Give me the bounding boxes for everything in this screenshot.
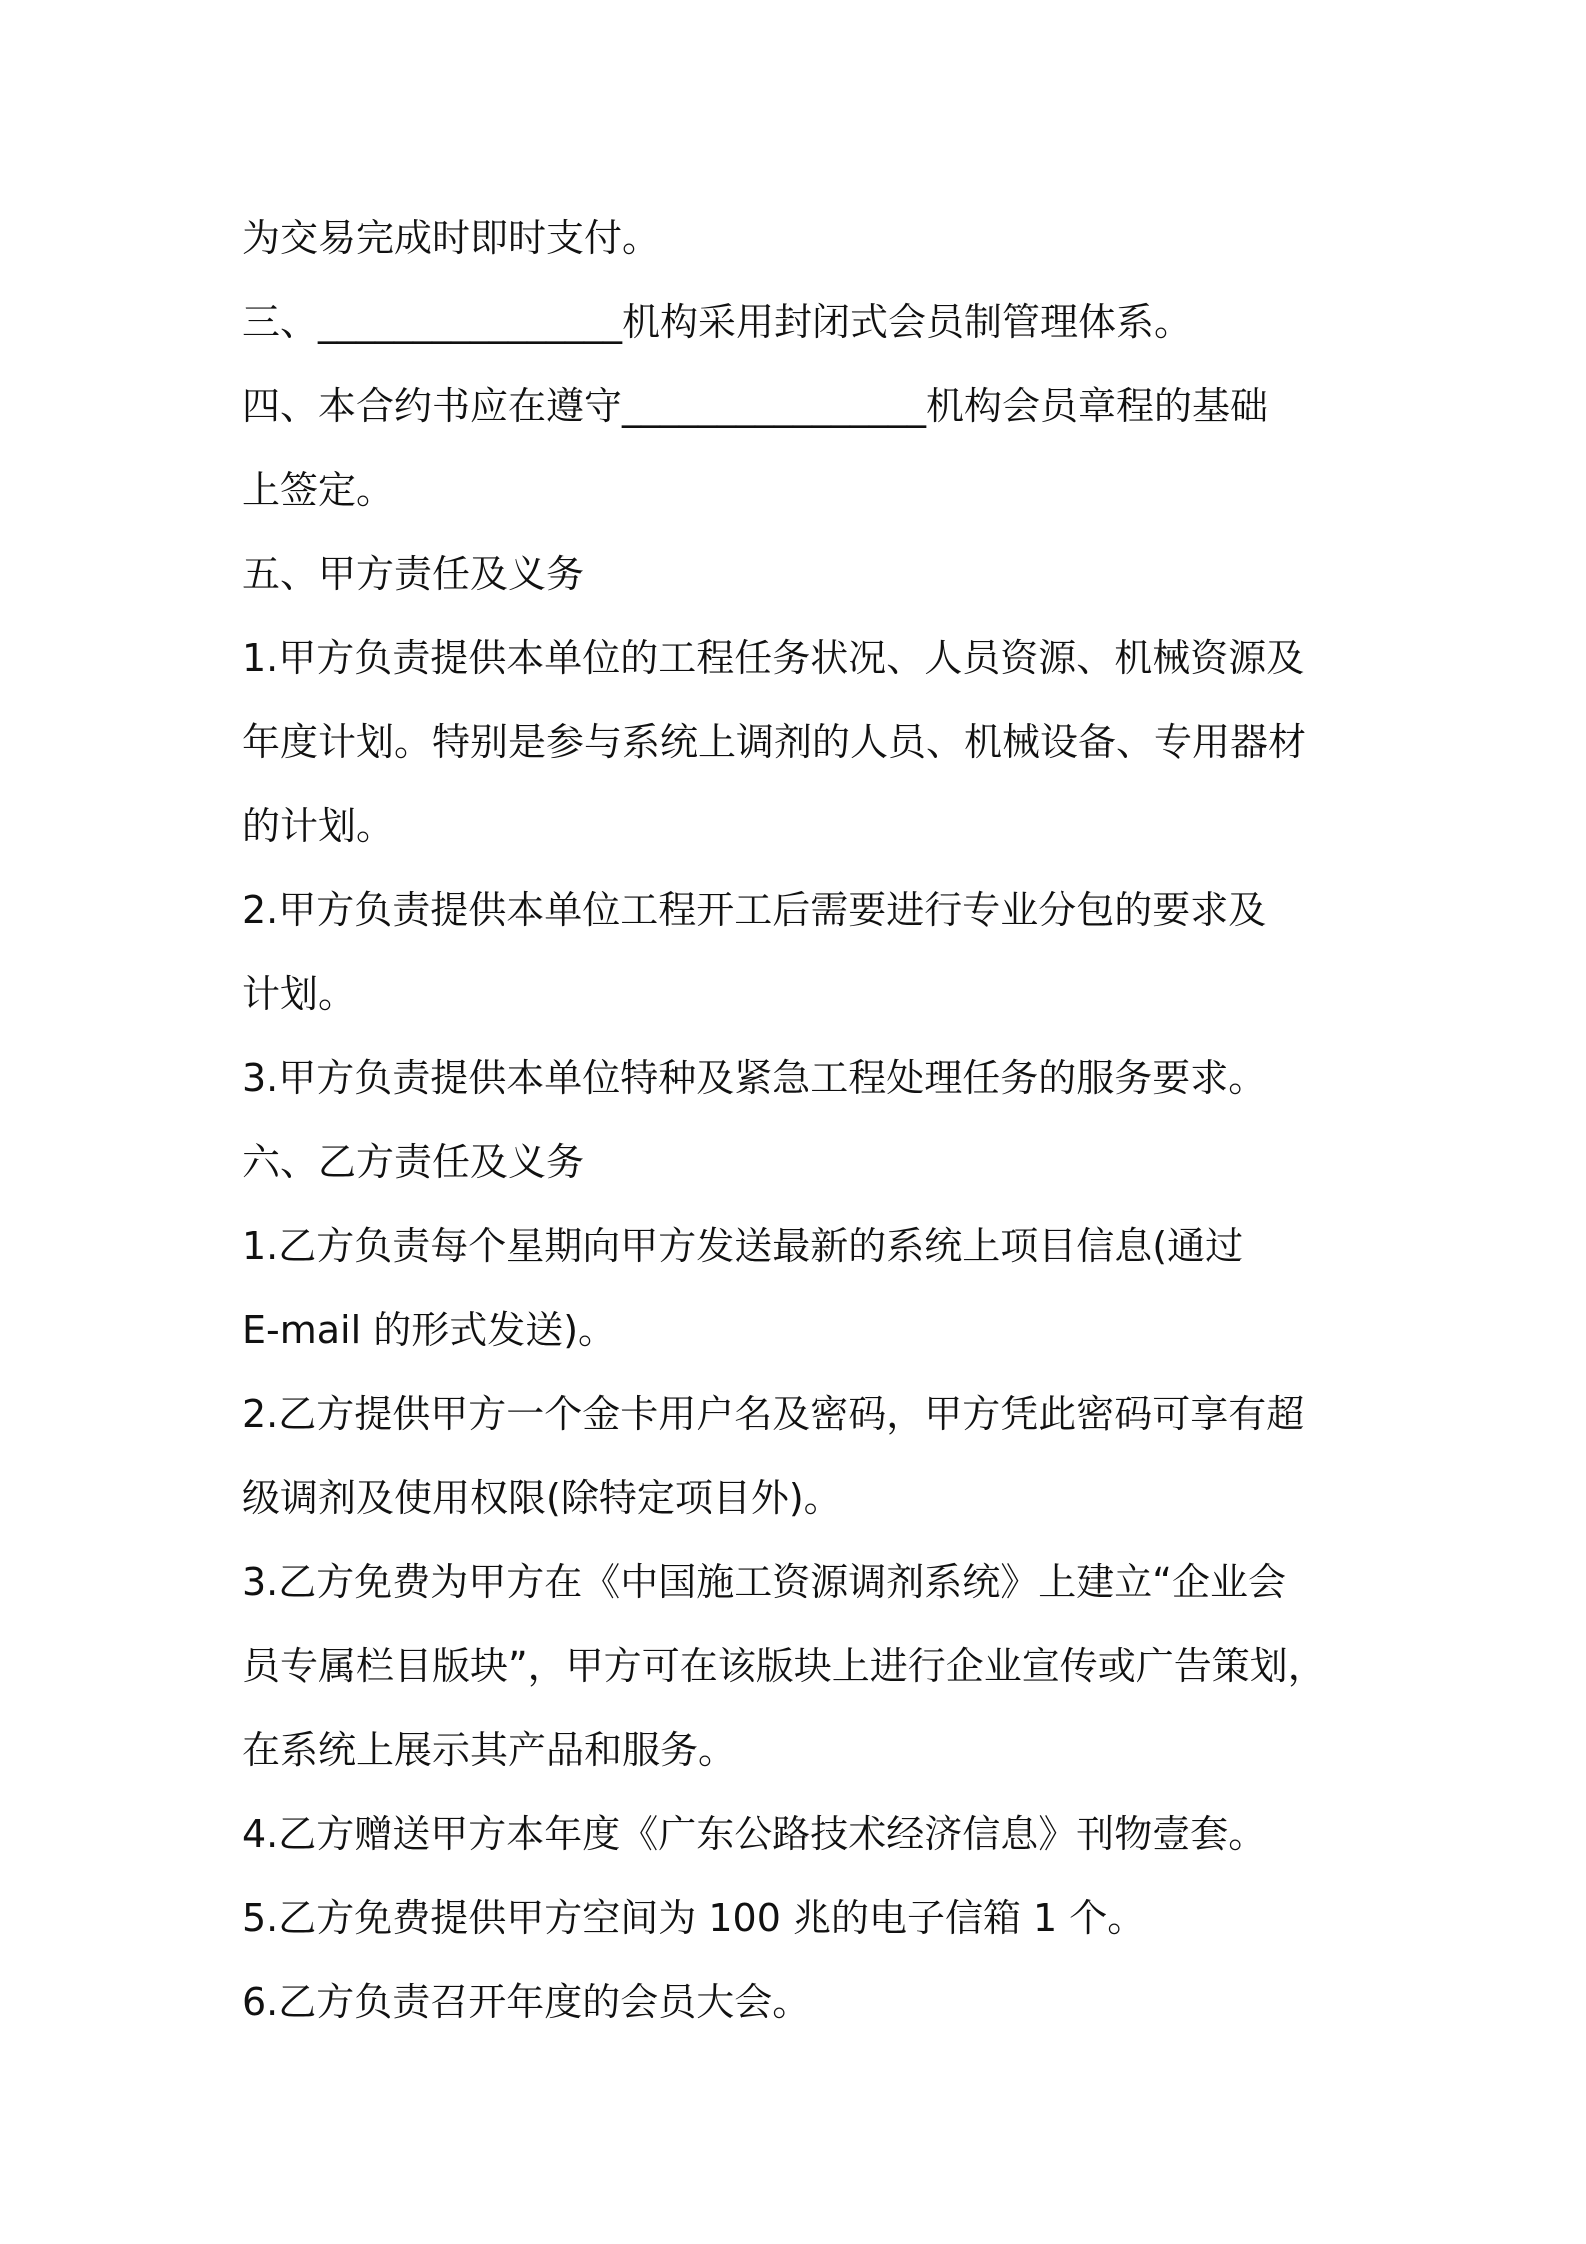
text-line: 5.乙方免费提供甲方空间为 100 兆的电子信箱 1 个。: [242, 1896, 1146, 1940]
text-line: 3.乙方免费为甲方在《中国施工资源调剂系统》上建立“企业会: [242, 1560, 1286, 1604]
text-line: 1.乙方负责每个星期向甲方发送最新的系统上项目信息(通过: [242, 1224, 1244, 1268]
text-line: 级调剂及使用权限(除特定项目外)。: [242, 1476, 842, 1520]
text-line: 2.甲方负责提供本单位工程开工后需要进行专业分包的要求及: [242, 888, 1267, 932]
document-body: [242, 196, 1352, 2044]
text-line: 四、本合约书应在遵守________________机构会员章程的基础: [242, 384, 1269, 428]
text-line: 2.乙方提供甲方一个金卡用户名及密码，甲方凭此密码可享有超: [242, 1392, 1305, 1436]
text-line: 的计划。: [242, 804, 395, 848]
text-line: E-mail 的形式发送)。: [242, 1308, 617, 1352]
text-line: 1.甲方负责提供本单位的工程任务状况、人员资源、机械资源及: [242, 636, 1305, 680]
section-heading: 五、甲方责任及义务: [242, 552, 585, 596]
text-line: 4.乙方赠送甲方本年度《广东公路技术经济信息》刊物壹套。: [242, 1812, 1267, 1856]
text-line: 6.乙方负责召开年度的会员大会。: [242, 1980, 811, 2024]
text-line: 上签定。: [242, 468, 395, 512]
text-line: 在系统上展示其产品和服务。: [242, 1728, 737, 1772]
text-line: 员专属栏目版块”，甲方可在该版块上进行企业宣传或广告策划，: [242, 1644, 1326, 1688]
text-line: 3.甲方负责提供本单位特种及紧急工程处理任务的服务要求。: [242, 1056, 1267, 1100]
text-line: 三、________________机构采用封闭式会员制管理体系。: [242, 300, 1193, 344]
text-line: 为交易完成时即时支付。: [242, 216, 661, 260]
section-heading: 六、乙方责任及义务: [242, 1140, 585, 1184]
text-line: 年度计划。特别是参与系统上调剂的人员、机械设备、专用器材: [242, 720, 1307, 764]
text-line: 计划。: [242, 972, 357, 1016]
